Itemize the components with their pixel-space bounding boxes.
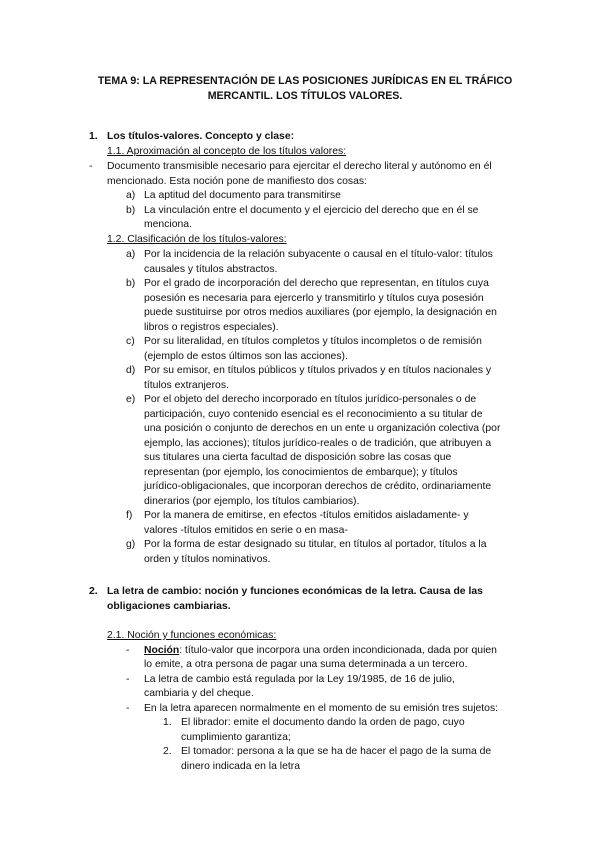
list-item-line: una posición o conjunto de derechos en un ente u organización colectiva (por (144, 423, 501, 434)
item-b-text-line-2: menciona. (144, 219, 192, 230)
list-item-marker: c) (126, 336, 135, 347)
regulation-line-2: cambiaria y del cheque. (144, 688, 254, 699)
nocion-line-2: lo emite, a otra persona de pagar una suma determinada a un tercero. (144, 659, 468, 670)
list-item (126, 248, 526, 277)
list-item-line: Por la forma de estar designado su titular, en títulos al portador, títulos a la (144, 539, 487, 550)
nocion-label: Noción (144, 645, 180, 656)
librador-line-1: El librador: emite el documento dando la orden de pago, cuyo (181, 717, 465, 728)
section-1-1-heading: 1.1. Aproximación al concepto de los títulos valores: (107, 146, 347, 157)
list-item-line: posesión es necesaria para ejercerlo y transmitirlo y títulos cuya posesión (144, 292, 484, 304)
item-a-text: La aptitud del documento para transmitirse (144, 190, 341, 201)
list-item-line: títulos extranjeros. (144, 379, 229, 391)
list-item-marker: b) (126, 278, 136, 289)
list-item-line: jurídico-obligacionales, que incorporan derechos de crédito, ordinariamente (144, 481, 492, 492)
numbered-marker-1: 1. (163, 717, 172, 728)
list-item (126, 393, 526, 509)
tomador-line-1: El tomador: persona a la que se ha de hacer el pago de la suma de (181, 746, 492, 757)
list-item-line: Por su emisor, en títulos públicos y títulos privados y en títulos nacionales y (144, 365, 492, 376)
tomador-line-2: dinero indicada en la letra (181, 761, 300, 772)
title-line-1: TEMA 9: LA REPRESENTACIÓN DE LAS POSICIONES JURÍDICAS EN EL TRÁFICO (97, 75, 513, 87)
list-item (126, 364, 526, 393)
list-item-line: participación, cuyo contenido esencial es el reconocimiento a su titular de (144, 408, 483, 420)
list-item (126, 335, 526, 364)
concept-text-line-2: mencionado. Esta noción pone de manifiesto dos cosas: (107, 176, 367, 187)
section-2-number: 2. (89, 586, 98, 597)
section-1-2-heading: 1.2. Clasificación de los títulos-valores: (107, 234, 287, 245)
list-item-line: Por su literalidad, en títulos completos y títulos incompletos o de remisión (144, 336, 482, 347)
list-item-line: Por la manera de emitirse, en efectos -títulos emitidos aisladamente- y (144, 510, 469, 521)
list-item-line: (ejemplo de estos últimos son las acciones). (144, 350, 348, 362)
list-item-marker: g) (126, 539, 136, 550)
list-item-line: dinerarios (por ejemplo, los títulos cambiarios). (144, 495, 360, 507)
section-2-heading-line-1: La letra de cambio: noción y funciones económicas de la letra. Causa de las (107, 586, 483, 597)
bullet-marker: - (89, 161, 93, 172)
list-item-line: representan (por ejemplo, los conocimientos de embarque); y títulos (144, 466, 458, 478)
bullet-marker: - (126, 703, 130, 714)
title-line-2: MERCANTIL. LOS TÍTULOS VALORES. (207, 90, 403, 102)
nocion-line-1 (144, 644, 497, 659)
section-1-heading: Los títulos-valores. Concepto y clase: (107, 131, 295, 142)
bullet-marker: - (126, 674, 130, 685)
section-2-1-heading: 2.1. Noción y funciones económicas: (107, 630, 277, 641)
list-item (126, 538, 526, 567)
list-item-line: sus titulares una cierta facultad de disposición sobre las cosas que (144, 452, 452, 463)
librador-line-2: cumplimiento garantiza; (181, 732, 291, 743)
bullet-marker: - (126, 645, 130, 656)
item-b-text-line-1: La vinculación entre el documento y el ejercicio del derecho que en él se (144, 205, 479, 216)
section-1-number: 1. (89, 131, 98, 142)
list-item-marker: a) (126, 249, 136, 260)
list-item-marker: f) (126, 510, 133, 521)
list-item-line: libros o registros especiales). (144, 321, 279, 333)
list-item-line: Por el grado de incorporación del derecho que representan, en títulos cuya (144, 278, 489, 289)
page-title (60, 74, 550, 104)
item-a-marker: a) (126, 190, 136, 201)
classification-list (126, 248, 526, 567)
list-item-line: Por la incidencia de la relación subyacente o causal en el título-valor: títulos (144, 249, 493, 260)
section-2-heading-line-2: obligaciones cambiarias. (107, 601, 231, 612)
list-item-line: orden y títulos nominativos. (144, 553, 271, 565)
list-item-line: Por el objeto del derecho incorporado en títulos jurídico-personales o de (144, 394, 477, 405)
nocion-text: : título-valor que incorpora una orden incondicionada, dada por quien (179, 645, 497, 656)
numbered-marker-2: 2. (163, 746, 172, 757)
regulation-line-1: La letra de cambio está regulada por la Ley 19/1985, de 16 de julio, (144, 674, 455, 685)
list-item-marker: e) (126, 394, 136, 405)
item-b-marker: b) (126, 205, 136, 216)
list-item (126, 277, 526, 335)
list-item-line: ejemplo, las acciones); títulos jurídico-reales o de tradición, que atribuyen a (144, 437, 492, 449)
concept-text-line-1: Documento transmisible necesario para ejercitar el derecho literal y autónomo en él (107, 161, 492, 172)
subjects-intro: En la letra aparecen normalmente en el momento de su emisión tres sujetos: (144, 703, 499, 714)
list-item (126, 509, 526, 538)
list-item-line: valores -títulos emitidos en serie o en masa- (144, 524, 348, 536)
list-item-line: causales y títulos abstractos. (144, 263, 278, 275)
list-item-marker: d) (126, 365, 136, 376)
list-item-line: puede sustituirse por otros medios auxiliares (por ejemplo, la designación en (144, 307, 497, 318)
